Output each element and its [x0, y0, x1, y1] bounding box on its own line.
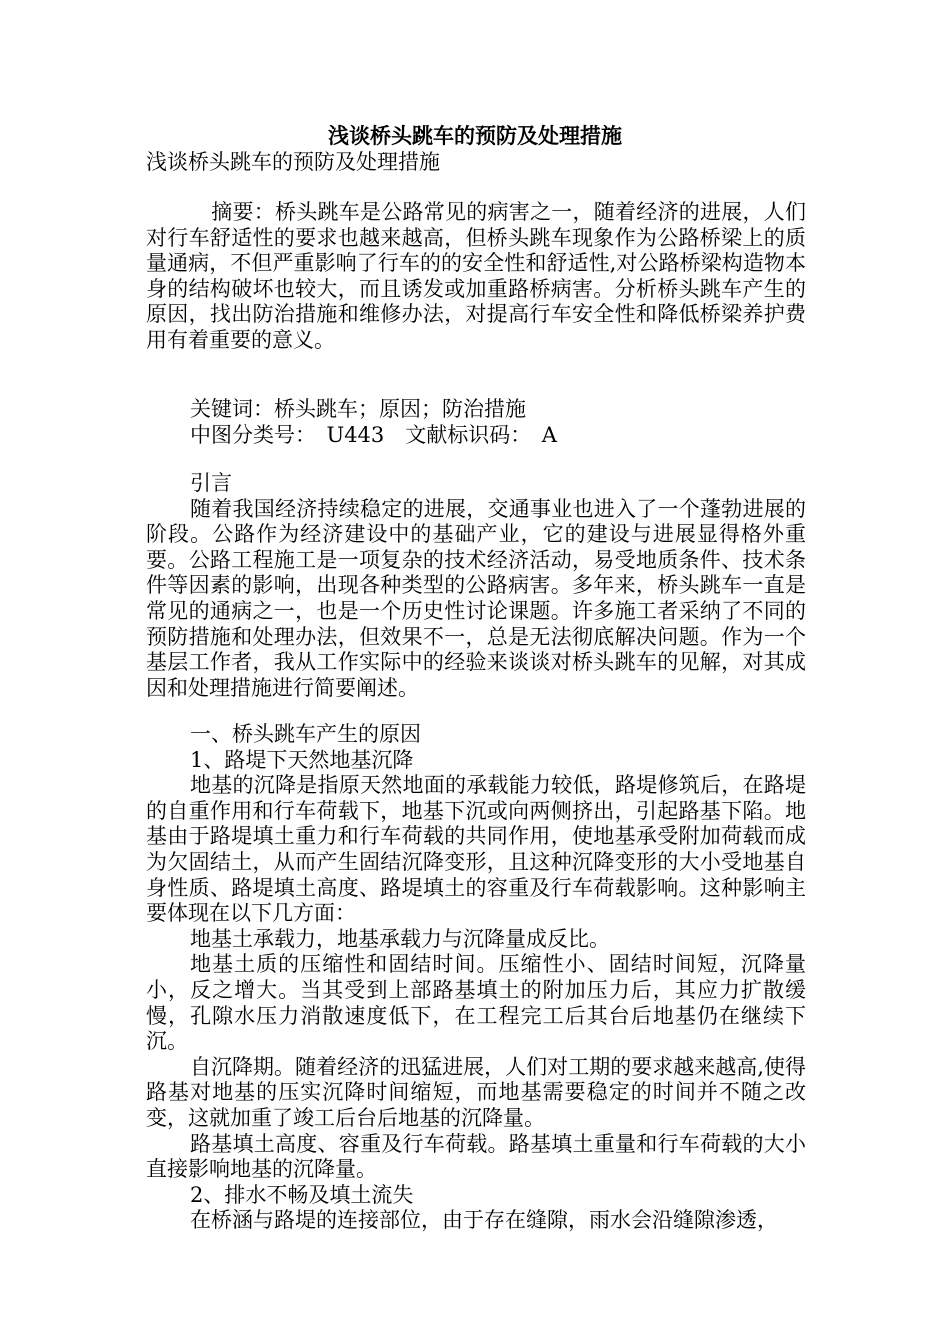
subsection-1-heading: 1、路堤下天然地基沉降 [190, 747, 414, 772]
subsection-1-paragraph: 地基的沉降是指原天然地面的承载能力较低，路堤修筑后，在路堤的自重作用和行车荷载下，地基下沉或向两侧挤出，引起路基下陷。地基由于路堤填土重力和行车荷载的共同作用，使地基承受附加荷载而成为欠固结土，从而产生固结沉降变形，且这种沉降变形的大小受地基自身性质、路堤填土高度、路堤填土的容重及行车荷载影响。这种影响主要体现在以下几方面： [146, 773, 806, 926]
subsection-1-paragraph: 路基填土高度、容重及行车荷载。路基填土重量和行车荷载的大小直接影响地基的沉降量。 [146, 1131, 806, 1182]
subtitle-block [146, 150, 806, 176]
keywords-line: 关键词：桥头跳车；原因；防治措施 [190, 397, 526, 421]
keywords-block [146, 397, 806, 448]
abstract-block [146, 200, 806, 354]
subsection-2-heading: 2、排水不畅及填土流失 [190, 1182, 414, 1207]
introduction-block [146, 471, 806, 701]
document-subtitle: 浅谈桥头跳车的预防及处理措施 [146, 150, 440, 174]
section-1-block [146, 722, 806, 1234]
subsection-1-paragraph: 地基土质的压缩性和固结时间。压缩性小、固结时间短，沉降量小，反之增大。当其受到上部路基填土的附加压力后，其应力扩散缓慢，孔隙水压力消散速度低下，在工程完工后其台后地基仍在继续下沉。 [146, 952, 806, 1054]
subsection-1-paragraph: 自沉降期。随着经济的迅猛进展，人们对工期的要求越来越高,使得路基对地基的压实沉降时间缩短，而地基需要稳定的时间并不随之改变，这就加重了竣工后台后地基的沉降量。 [146, 1054, 806, 1130]
classification-line: 中图分类号： U443 文献标识码： A [190, 422, 557, 447]
subsection-1-paragraph: 地基土承载力，地基承载力与沉降量成反比。 [190, 926, 610, 951]
subsection-2-paragraph: 在桥涵与路堤的连接部位，由于存在缝隙，雨水会沿缝隙渗透， [190, 1208, 778, 1233]
document-title: 浅谈桥头跳车的预防及处理措施 [328, 123, 622, 148]
abstract-paragraph: 摘要：桥头跳车是公路常见的病害之一，随着经济的进展，人们对行车舒适性的要求也越来越高，但桥头跳车现象作为公路桥梁上的质量通病，不但严重影响了行车的的安全性和舒适性,对公路桥梁构造物本身的结构破坏也较大，而且诱发或加重路桥病害。分析桥头跳车产生的原因，找出防治措施和维修办法，对提高行车安全性和降低桥梁养护费用有着重要的意义。 [146, 200, 806, 352]
intro-heading: 引言 [190, 471, 232, 495]
intro-paragraph: 随着我国经济持续稳定的进展，交通事业也进入了一个蓬勃进展的阶段。公路作为经济建设中的基础产业，它的建设与进展显得格外重要。公路工程施工是一项复杂的技术经济活动，易受地质条件、技术条件等因素的影响，出现各种类型的公路病害。多年来，桥头跳车一直是常见的通病之一，也是一个历史性讨论课题。许多施工者采纳了不同的预防措施和处理办法，但效果不一，总是无法彻底解决问题。作为一个基层工作者，我从工作实际中的经验来谈谈对桥头跳车的见解，对其成因和处理措施进行简要阐述。 [146, 496, 806, 700]
section-1-heading: 一、桥头跳车产生的原因 [190, 722, 421, 746]
